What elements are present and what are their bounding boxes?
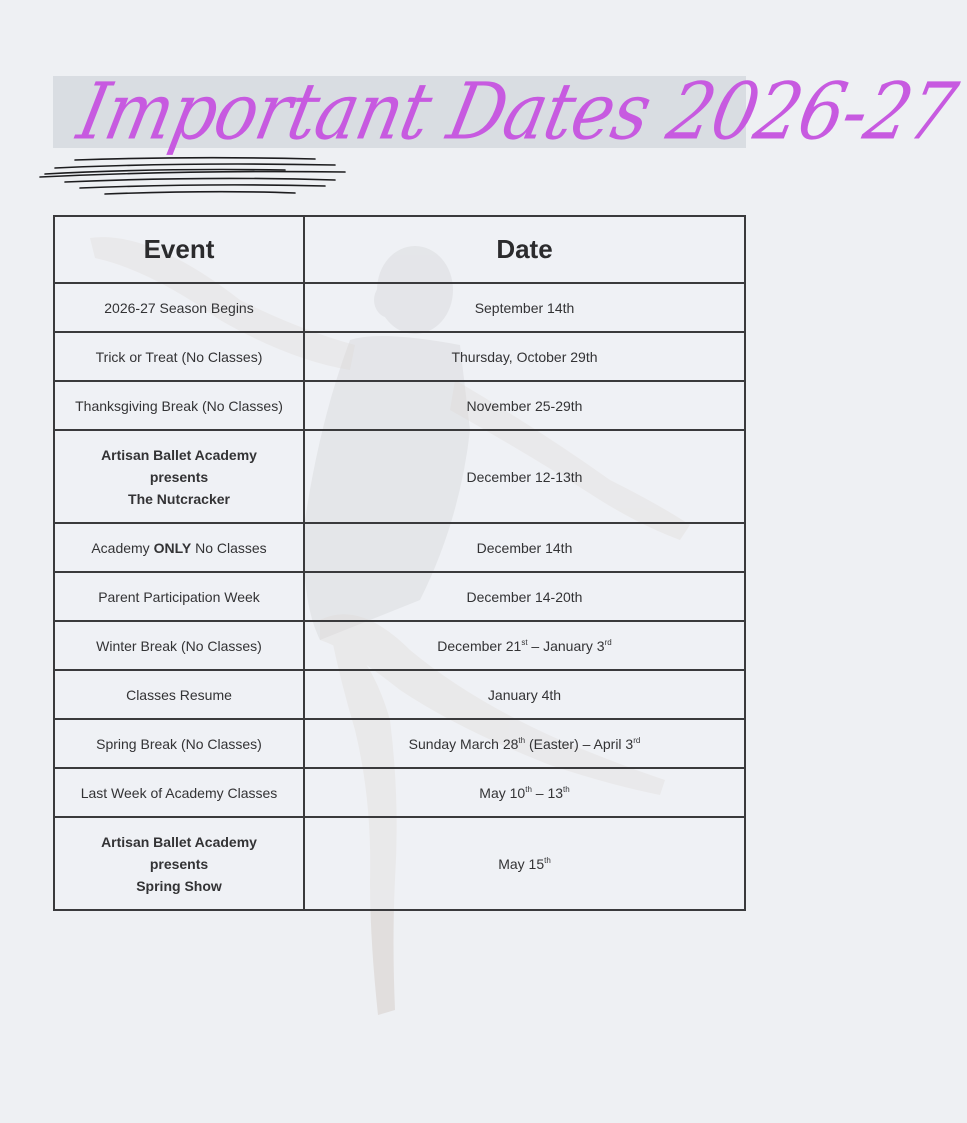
- table-row: [54, 621, 745, 670]
- date-cell: Thursday, October 29th: [304, 332, 745, 381]
- date-text: Sunday March 28: [408, 735, 519, 752]
- date-cell: December 14-20th: [304, 572, 745, 621]
- event-line: The Nutcracker: [128, 490, 230, 507]
- event-cell: 2026-27 Season Begins: [54, 283, 304, 332]
- important-dates-table: [53, 215, 746, 911]
- event-cell: Thanksgiving Break (No Classes): [54, 381, 304, 430]
- date-suffix: rd: [604, 637, 612, 647]
- date-cell: September 14th: [304, 283, 745, 332]
- date-suffix: rd: [633, 735, 641, 745]
- event-emphasis: ONLY: [153, 539, 192, 556]
- event-cell: [54, 817, 304, 910]
- table-row: [54, 719, 745, 768]
- event-cell: Spring Break (No Classes): [54, 719, 304, 768]
- event-text: No Classes: [191, 539, 267, 556]
- table-header-row: [54, 216, 745, 283]
- date-column-header: Date: [304, 216, 745, 283]
- scribble-underline: [35, 150, 355, 202]
- event-cell: Parent Participation Week: [54, 572, 304, 621]
- date-cell: November 25-29th: [304, 381, 745, 430]
- date-suffix: th: [518, 735, 526, 745]
- date-cell: [304, 817, 745, 910]
- date-text: (Easter) – April 3: [525, 735, 634, 752]
- date-suffix: th: [544, 855, 551, 865]
- date-suffix: th: [525, 784, 532, 794]
- date-cell: [304, 719, 745, 768]
- table-row: [54, 381, 745, 430]
- event-cell: Last Week of Academy Classes: [54, 768, 304, 817]
- date-text: May 10: [479, 784, 526, 801]
- event-line: presents: [149, 855, 209, 872]
- date-suffix: th: [563, 784, 570, 794]
- event-text: Academy: [91, 539, 154, 556]
- date-cell: [304, 768, 745, 817]
- table-row: [54, 332, 745, 381]
- date-text: May 15: [498, 855, 545, 872]
- event-line: presents: [149, 468, 209, 485]
- event-line: Artisan Ballet Academy: [101, 833, 257, 850]
- date-text: – January 3: [527, 637, 605, 654]
- table-row: [54, 817, 745, 910]
- page-title: Important Dates 2026-27: [70, 65, 964, 158]
- table-row: [54, 523, 745, 572]
- event-cell: Winter Break (No Classes): [54, 621, 304, 670]
- event-cell: Trick or Treat (No Classes): [54, 332, 304, 381]
- date-cell: [304, 621, 745, 670]
- table-row: [54, 670, 745, 719]
- date-text: – 13: [531, 784, 564, 801]
- event-line: Spring Show: [136, 877, 222, 894]
- table-row: [54, 768, 745, 817]
- event-line: Artisan Ballet Academy: [101, 446, 257, 463]
- table-row: [54, 572, 745, 621]
- table-row: [54, 430, 745, 523]
- date-suffix: st: [521, 637, 528, 647]
- date-cell: December 14th: [304, 523, 745, 572]
- event-cell: Classes Resume: [54, 670, 304, 719]
- event-cell: [54, 523, 304, 572]
- date-text: December 21: [437, 637, 522, 654]
- event-cell: [54, 430, 304, 523]
- date-cell: January 4th: [304, 670, 745, 719]
- date-cell: December 12-13th: [304, 430, 745, 523]
- table-row: [54, 283, 745, 332]
- event-column-header: Event: [54, 216, 304, 283]
